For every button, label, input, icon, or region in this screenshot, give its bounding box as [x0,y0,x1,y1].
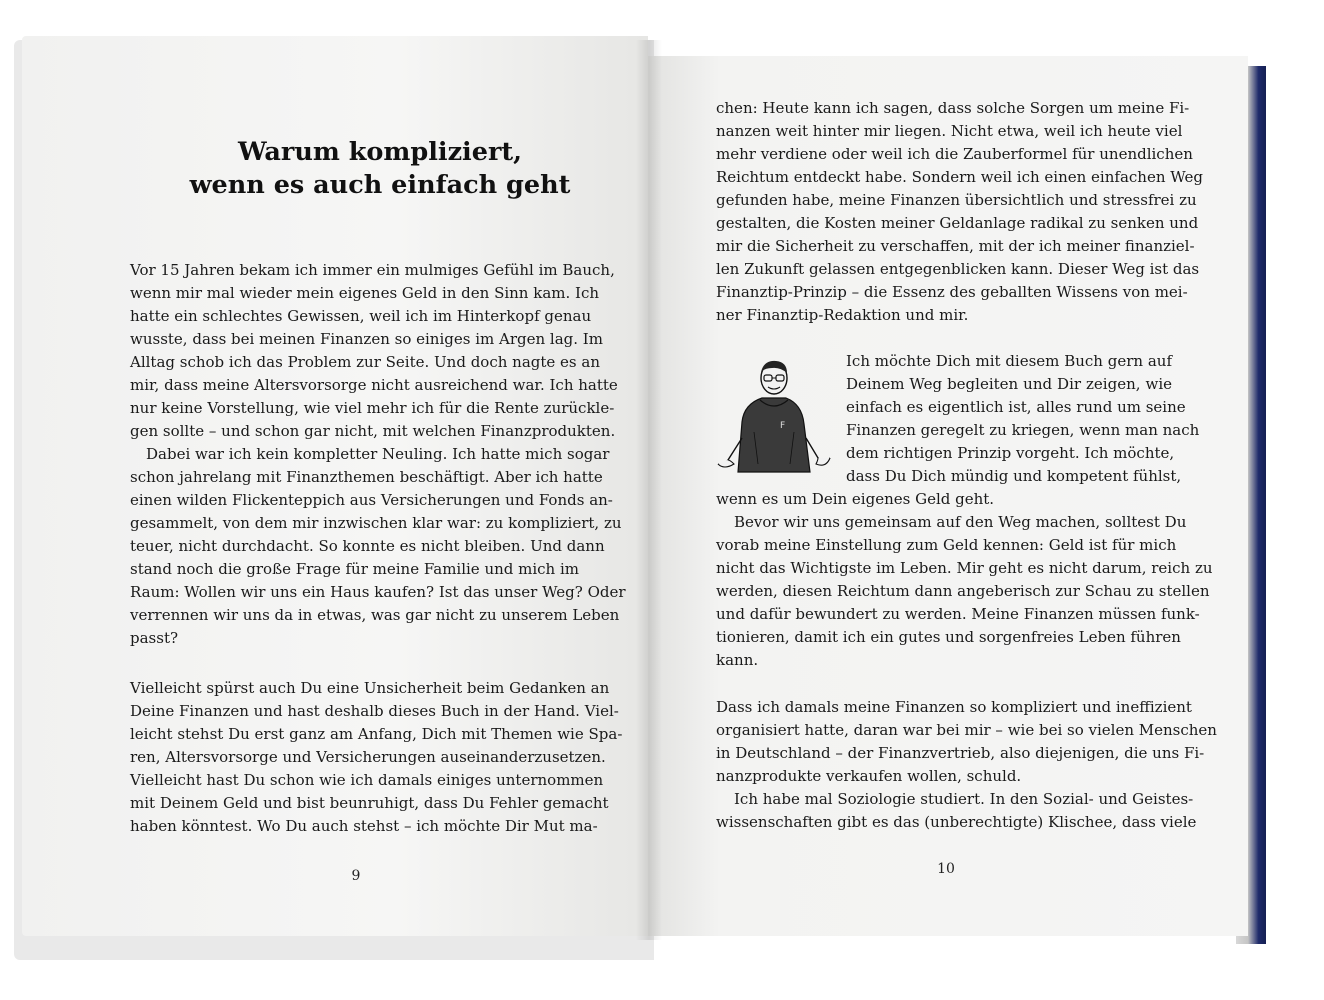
author-portrait-illustration-icon [714,352,834,484]
left-text-line: passt? [130,629,179,647]
left-text-line: einen wilden Flickenteppich aus Versicherungen und Fonds an- [130,491,613,509]
left-text-line: teuer, nicht durchdacht. So konnte es nicht bleiben. Und dann [130,537,605,555]
book-gutter [636,40,662,940]
left-text-line: leicht stehst Du erst ganz am Anfang, Dich mit Themen wie Spa- [130,725,623,743]
right-text-line: Deinem Weg begleiten und Dir zeigen, wie [846,375,1172,393]
right-text-line: Ich habe mal Soziologie studiert. In den Sozial- und Geistes- [734,790,1194,808]
left-page-number: 9 [351,868,361,884]
left-text-line: wusste, dass bei meinen Finanzen so einiges im Argen lag. Im [130,330,603,348]
right-text-line: und dafür bewundert zu werden. Meine Finanzen müssen funk- [716,605,1200,623]
right-text-line: gestalten, die Kosten meiner Geldanlage radikal zu senken und [716,214,1199,232]
right-text-line: kann. [716,651,759,669]
right-text-line: gefunden habe, meine Finanzen übersichtlich und stressfrei zu [716,191,1197,209]
right-text-line: Ich möchte Dich mit diesem Buch gern auf [846,352,1172,370]
right-text-line: mir die Sicherheit zu verschaffen, mit der ich meiner finanziel- [716,237,1195,255]
right-text-line: ner Finanztip-Redaktion und mir. [716,306,969,324]
left-text-line: gesammelt, von dem mir inzwischen klar war: zu kompliziert, zu [130,514,622,532]
right-text-line: Dass ich damals meine Finanzen so kompliziert und ineffizient [716,698,1192,716]
svg-text:F: F [780,421,786,431]
right-text-line: wenn es um Dein eigenes Geld geht. [716,490,995,508]
chapter-heading-line-1: Warum kompliziert, [237,137,523,167]
left-text-line: Vielleicht spürst auch Du eine Unsicherheit beim Gedanken an [130,679,610,697]
left-text-line: mit Deinem Geld und bist beunruhigt, dass Du Fehler gemacht [130,794,609,812]
right-text-line: nanzprodukte verkaufen wollen, schuld. [716,767,1022,785]
left-text-line: schon jahrelang mit Finanzthemen beschäftigt. Aber ich hatte [130,468,603,486]
left-text-line: haben könntest. Wo Du auch stehst – ich möchte Dir Mut ma- [130,817,598,835]
left-text-line: verrennen wir uns da in etwas, was gar nicht zu unserem Leben [130,606,620,624]
left-text-line: Dabei war ich kein kompletter Neuling. Ich hatte mich sogar [146,445,610,463]
right-text-line: Reichtum entdeckt habe. Sondern weil ich einen einfachen Weg [716,168,1203,186]
right-text-line: tionieren, damit ich ein gutes und sorgenfreies Leben führen [716,628,1181,646]
right-text-line: len Zukunft gelassen entgegenblicken kann. Dieser Weg ist das [716,260,1200,278]
right-page-number: 10 [937,861,955,877]
right-text-line: dass Du Dich mündig und kompetent fühlst, [846,467,1182,485]
chapter-heading [140,136,620,202]
left-text-line: Vielleicht hast Du schon wie ich damals einiges unternommen [130,771,604,789]
right-text-line: werden, diesen Reichtum dann angeberisch zur Schau zu stellen [716,582,1210,600]
left-text-line: Deine Finanzen und hast deshalb dieses Buch in der Hand. Viel- [130,702,619,720]
right-text-line: organisiert hatte, daran war bei mir – wie bei so vielen Menschen [716,721,1217,739]
chapter-heading-line-2: wenn es auch einfach geht [189,170,571,200]
left-text-line: mir, dass meine Altersvorsorge nicht ausreichend war. Ich hatte [130,376,618,394]
left-text-line: ren, Altersvorsorge und Versicherungen auseinanderzusetzen. [130,748,606,766]
right-text-line: chen: Heute kann ich sagen, dass solche Sorgen um meine Fi- [716,99,1190,117]
left-text-line: stand noch die große Frage für meine Familie und mich im [130,560,580,578]
left-text-line: gen sollte – und schon gar nicht, mit welchen Finanzprodukten. [130,422,616,440]
right-text-line: nanzen weit hinter mir liegen. Nicht etwa, weil ich heute viel [716,122,1183,140]
right-text-line: Finanztip-Prinzip – die Essenz des geballten Wissens von mei- [716,283,1188,301]
left-text-line: wenn mir mal wieder mein eigenes Geld in den Sinn kam. Ich [130,284,600,302]
right-text-line: dem richtigen Prinzip vorgeht. Ich möchte, [846,444,1175,462]
left-text-line: hatte ein schlechtes Gewissen, weil ich im Hinterkopf genau [130,307,592,325]
right-text-line: nicht das Wichtigste im Leben. Mir geht es nicht darum, reich zu [716,559,1213,577]
left-text-line: Raum: Wollen wir uns ein Haus kaufen? Ist das unser Weg? Oder [130,583,626,601]
right-text-line: vorab meine Einstellung zum Geld kennen: Geld ist für mich [716,536,1177,554]
right-text-line: wissenschaften gibt es das (unberechtigte) Klischee, dass viele [716,813,1197,831]
left-text-line: nur keine Vorstellung, wie viel mehr ich für die Rente zurückle- [130,399,615,417]
right-text-line: Bevor wir uns gemeinsam auf den Weg machen, solltest Du [734,513,1187,531]
right-text-line: einfach es eigentlich ist, alles rund um seine [846,398,1186,416]
right-text-line: mehr verdiene oder weil ich die Zauberformel für unendlichen [716,145,1193,163]
left-text-line: Alltag schob ich das Problem zur Seite. Und doch nagte es an [130,353,600,371]
right-text-line: in Deutschland – der Finanzvertrieb, also diejenigen, die uns Fi- [716,744,1205,762]
left-text-line: Vor 15 Jahren bekam ich immer ein mulmiges Gefühl im Bauch, [130,261,615,279]
right-text-line: Finanzen geregelt zu kriegen, wenn man nach [846,421,1200,439]
